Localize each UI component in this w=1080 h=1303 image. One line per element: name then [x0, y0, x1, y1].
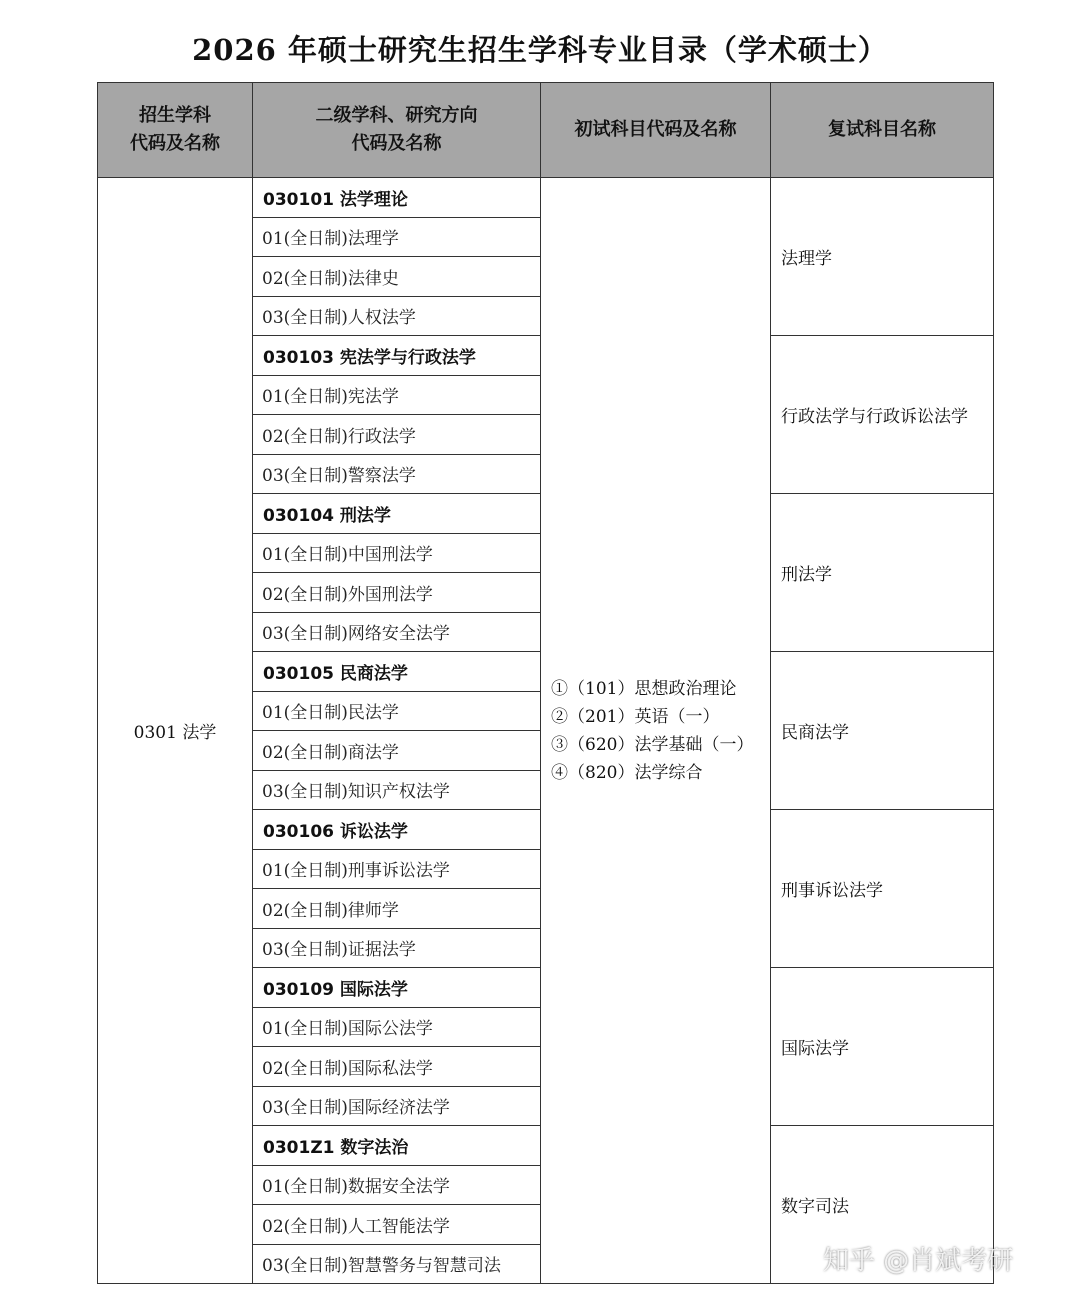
- direction-cell: 03(全日制)国际经济法学: [253, 1086, 541, 1126]
- direction-cell: 02(全日制)律师学: [253, 889, 541, 929]
- header-row: [98, 83, 994, 178]
- direction-cell: 02(全日制)国际私法学: [253, 1047, 541, 1087]
- subject-cell: 030105 民商法学: [253, 652, 541, 692]
- header-exam: 初试科目代码及名称: [541, 83, 771, 178]
- direction-cell: 03(全日制)人权法学: [253, 296, 541, 336]
- retest-cell: 数字司法: [771, 1126, 994, 1284]
- direction-cell: 01(全日制)宪法学: [253, 375, 541, 415]
- header-discipline: [98, 83, 253, 178]
- direction-cell: 01(全日制)数据安全法学: [253, 1165, 541, 1205]
- retest-cell: 行政法学与行政诉讼法学: [771, 336, 994, 494]
- retest-cell: 民商法学: [771, 652, 994, 810]
- direction-cell: 02(全日制)人工智能法学: [253, 1205, 541, 1245]
- page-title: 2026 年硕士研究生招生学科专业目录（学术硕士）: [192, 33, 888, 67]
- direction-cell: 01(全日制)国际公法学: [253, 1007, 541, 1047]
- direction-cell: 01(全日制)民法学: [253, 691, 541, 731]
- direction-cell: 03(全日制)证据法学: [253, 928, 541, 968]
- subject-cell: 0301Z1 数字法治: [253, 1126, 541, 1166]
- direction-cell: 01(全日制)中国刑法学: [253, 533, 541, 573]
- direction-cell: 03(全日制)网络安全法学: [253, 612, 541, 652]
- direction-cell: 03(全日制)知识产权法学: [253, 770, 541, 810]
- header-discipline-line1: 招生学科: [139, 105, 211, 126]
- exam-subjects-cell: [541, 178, 771, 1284]
- watermark: 知乎 @肖斌考研: [823, 1246, 1014, 1276]
- direction-cell: 03(全日制)智慧警务与智慧司法: [253, 1244, 541, 1284]
- catalog-table: [97, 82, 993, 1282]
- retest-cell: 国际法学: [771, 968, 994, 1126]
- direction-cell: 01(全日制)刑事诉讼法学: [253, 849, 541, 889]
- subject-cell: 030109 国际法学: [253, 968, 541, 1008]
- exam-subject-item: ③（620）法学基础（一）: [551, 734, 754, 755]
- header-subject: [253, 83, 541, 178]
- discipline-cell: 0301 法学: [98, 178, 253, 1284]
- catalog-body: [98, 178, 994, 1284]
- header-discipline-line2: 代码及名称: [130, 133, 220, 154]
- direction-cell: 02(全日制)行政法学: [253, 415, 541, 455]
- subject-cell: 030101 法学理论: [253, 178, 541, 218]
- header-retest: 复试科目名称: [771, 83, 994, 178]
- subject-cell: 030104 刑法学: [253, 494, 541, 534]
- retest-cell: 刑法学: [771, 494, 994, 652]
- exam-subject-item: ①（101）思想政治理论: [551, 678, 737, 699]
- exam-subject-item: ④（820）法学综合: [551, 762, 703, 783]
- direction-cell: 02(全日制)外国刑法学: [253, 573, 541, 613]
- direction-cell: 02(全日制)商法学: [253, 731, 541, 771]
- direction-cell: 01(全日制)法理学: [253, 217, 541, 257]
- exam-subject-item: ②（201）英语（一）: [551, 706, 720, 727]
- subject-cell: 030106 诉讼法学: [253, 810, 541, 850]
- retest-cell: 刑事诉讼法学: [771, 810, 994, 968]
- subject-cell: 030103 宪法学与行政法学: [253, 336, 541, 376]
- header-subject-line2: 代码及名称: [351, 133, 442, 154]
- direction-cell: 02(全日制)法律史: [253, 257, 541, 297]
- direction-cell: 03(全日制)警察法学: [253, 454, 541, 494]
- retest-cell: 法理学: [771, 178, 994, 336]
- table-row: [98, 178, 994, 218]
- catalog-grid: [97, 82, 994, 1284]
- header-subject-line1: 二级学科、研究方向: [315, 105, 478, 126]
